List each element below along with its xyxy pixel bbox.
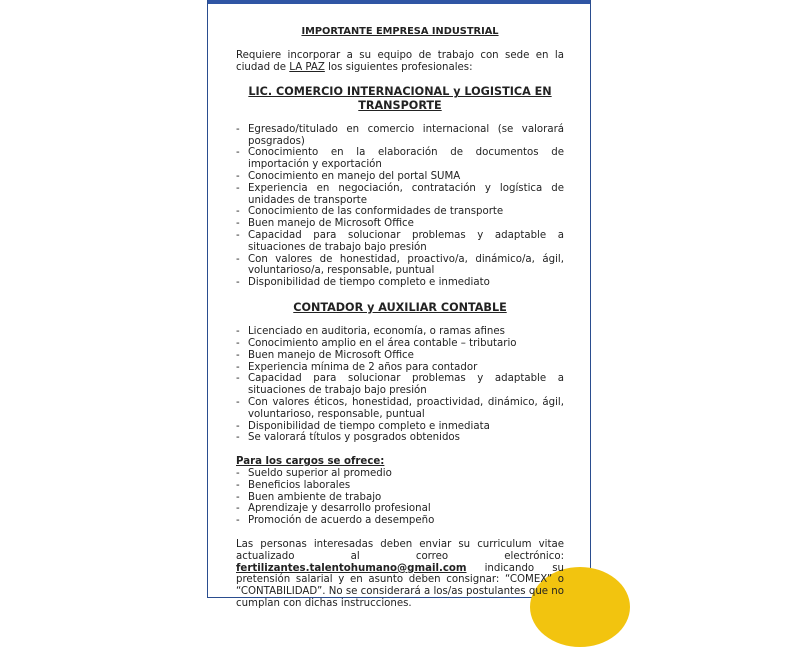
dash-bullet: - (236, 218, 240, 230)
offer-list (236, 468, 564, 527)
job-posting-document (207, 0, 591, 609)
closing-paragraph (236, 539, 564, 610)
intro-text-before: Requiere incorporar a su equipo de trabajo con sede en la ciudad de (236, 49, 564, 73)
list-item: - Conocimiento en manejo del portal SUMA (236, 170, 461, 182)
list-item: - Aprendizaje y desarrollo profesional (236, 503, 431, 515)
intro-city: LA PAZ (289, 61, 325, 73)
list-item: - Promoción de acuerdo a desempeño (236, 515, 435, 527)
section2-title: CONTADOR y AUXILIAR CONTABLE (293, 300, 507, 314)
dash-bullet: - (236, 420, 240, 432)
list-item: - Conocimiento de las conformidades de transporte (236, 206, 504, 218)
dash-bullet: - (236, 123, 240, 135)
dash-bullet: - (236, 373, 240, 385)
company-title: IMPORTANTE EMPRESA INDUSTRIAL (301, 26, 499, 37)
dash-bullet: - (236, 432, 240, 444)
closing-text-before: Las personas interesadas deben enviar su curriculum vitae actualizado al correo electrónico: (236, 538, 564, 562)
dash-bullet: - (236, 396, 240, 408)
dash-bullet: - (236, 206, 240, 218)
dash-bullet: - (236, 361, 240, 373)
list-item: - Con valores de honestidad, proactivo/a, dinámico/a, ágil, voluntarioso/a, responsable, puntual (236, 253, 564, 277)
dash-bullet: - (236, 253, 240, 265)
dash-bullet: - (236, 277, 240, 289)
dash-bullet: - (236, 491, 240, 503)
dash-bullet: - (236, 503, 240, 515)
list-item: - Sueldo superior al promedio (236, 467, 392, 479)
list-item: - Buen manejo de Microsoft Office (236, 349, 414, 361)
intro-paragraph (236, 50, 564, 74)
dash-bullet: - (236, 326, 240, 338)
offer-title: Para los cargos se ofrece: (236, 456, 385, 468)
list-item: - Con valores éticos, honestidad, proactividad, dinámico, ágil, voluntarioso, responsable, puntual (236, 396, 564, 420)
dash-bullet: - (236, 147, 240, 159)
dash-bullet: - (236, 229, 240, 241)
contact-email: fertilizantes.talentohumano@gmail.com (236, 562, 467, 574)
list-item: - Se valorará títulos y posgrados obtenidos (236, 432, 460, 444)
section1-requirements (236, 124, 564, 289)
dash-bullet: - (236, 337, 240, 349)
dash-bullet: - (236, 515, 240, 527)
list-item: - Capacidad para solucionar problemas y adaptable a situaciones de trabajo bajo presión (236, 373, 564, 397)
dash-bullet: - (236, 479, 240, 491)
section1-title: LIC. COMERCIO INTERNACIONAL y LOGISTICA EN TRANSPORTE (248, 85, 552, 112)
closing-text-after: indicando su pretensión salarial y en asunto deben consignar: “COMEX” o “CONTABILIDAD”. No se considerará a los/as postulantes que no cumplan con dichas instrucciones. (236, 562, 564, 609)
dash-bullet: - (236, 170, 240, 182)
list-item: - Conocimiento en la elaboración de documentos de importación y exportación (236, 147, 564, 171)
dash-bullet: - (236, 349, 240, 361)
list-item: - Disponibilidad de tiempo completo e inmediato (236, 277, 490, 289)
list-item: - Disponibilidad de tiempo completo e inmediata (236, 420, 490, 432)
dash-bullet: - (236, 467, 240, 479)
dash-bullet: - (236, 182, 240, 194)
list-item: - Buen ambiente de trabajo (236, 491, 382, 503)
list-item: - Experiencia mínima de 2 años para contador (236, 361, 478, 373)
document-content (236, 26, 564, 610)
list-item: - Conocimiento amplio en el área contable – tributario (236, 337, 517, 349)
list-item: - Licenciado en auditoria, economía, o ramas afines (236, 326, 505, 338)
list-item: - Capacidad para solucionar problemas y adaptable a situaciones de trabajo bajo presión (236, 229, 564, 253)
section2-requirements (236, 326, 564, 444)
list-item: - Egresado/titulado en comercio internacional (se valorará posgrados) (236, 123, 564, 147)
top-blue-bar (208, 0, 590, 4)
list-item: - Beneficios laborales (236, 479, 351, 491)
intro-text-after: los siguientes profesionales: (324, 61, 473, 73)
list-item: - Buen manejo de Microsoft Office (236, 218, 414, 230)
list-item: - Experiencia en negociación, contratación y logística de unidades de transporte (236, 182, 564, 206)
